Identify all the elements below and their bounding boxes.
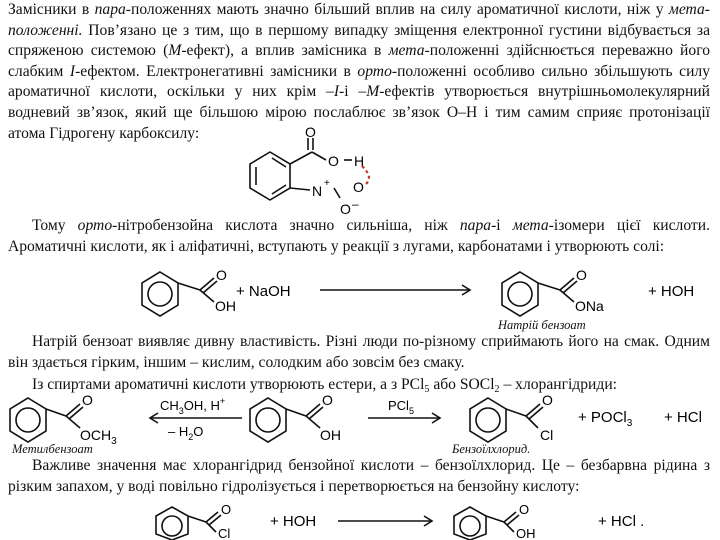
bond-c-o	[560, 278, 574, 290]
text: -положенні особливо сильно збільшують силу ароматичної кислоти, оскільки у них крім	[8, 62, 710, 101]
group-ona: ONa	[575, 298, 604, 314]
bond-c-cl	[206, 522, 216, 532]
text: або SOCl	[429, 376, 495, 393]
atom-o: O	[353, 179, 364, 195]
benzene-ring	[142, 272, 178, 316]
text-italic: пара	[459, 217, 492, 234]
text: -нітробензойна кислота значно сильніша, ніж	[112, 217, 460, 234]
arrowhead	[462, 285, 470, 295]
paragraph-acid-strength	[8, 0, 710, 144]
benzene-ring	[10, 398, 46, 442]
hydrogen-bond	[362, 166, 369, 184]
bond-c-oh	[504, 522, 514, 532]
bond-c-o	[507, 515, 519, 525]
aromatic-circle	[476, 408, 500, 432]
text: – хлорангідриди:	[499, 376, 617, 393]
text: Із спиртами ароматичні кислоти утворюють естери, а з PCl	[32, 376, 425, 393]
benzene-ring	[156, 507, 188, 540]
text: Пов’язано це з тим, що в першому випадку зміщення електронної густини відбувається за спряженою системою (	[8, 21, 710, 60]
text-italic: мета	[388, 42, 425, 60]
arrowhead	[432, 413, 440, 423]
paragraph-esters	[8, 375, 710, 401]
bond	[46, 409, 66, 416]
subscript: 5	[424, 384, 430, 395]
bond	[538, 283, 560, 290]
paragraph-salts	[8, 216, 710, 257]
aromatic-circle	[148, 282, 172, 306]
charge-minus: –	[352, 197, 359, 211]
caption-benzoyl-chloride: Бензоїлхлорид.	[452, 442, 531, 456]
atom-o: O	[216, 267, 227, 283]
bond	[286, 409, 306, 416]
atom-o: O	[519, 502, 530, 517]
text: -положенні здійснюється переважно його слабким	[8, 42, 711, 80]
product-hcl: + HCl .	[598, 513, 645, 530]
text-italic: –I	[326, 83, 340, 101]
text: -положеннях мають значно більший вплив на силу ароматичної кислоти, ніж у	[125, 1, 669, 18]
atom-o: O	[322, 392, 333, 408]
byproduct-water: – $H_2O$	[168, 424, 204, 442]
bond-c-o	[306, 404, 320, 416]
bond-c-oh	[312, 152, 326, 160]
group-oh: OH	[215, 298, 236, 314]
atom-o: O	[340, 201, 351, 217]
text-italic: орто	[77, 217, 113, 234]
text: -ефектом. Електронегативні замісники в	[75, 62, 358, 80]
atom-o: O	[542, 392, 553, 408]
ring-double-bond	[272, 158, 286, 167]
bond-c-o	[206, 512, 218, 522]
aromatic-circle	[16, 408, 40, 432]
group-oh: OH	[320, 427, 341, 443]
text: -і	[339, 83, 359, 101]
bond	[178, 283, 200, 290]
atom-cl: Cl	[540, 427, 554, 443]
text-italic: мета-положенні.	[8, 1, 710, 39]
aromatic-circle	[256, 408, 280, 432]
text-italic: М	[168, 42, 182, 60]
text: -ізомери цієї кислоти. Ароматичні кислоти, як і аліфатичні, вступають у реакції з лугами, карбонатами і утворюють солі:	[8, 217, 710, 255]
reagent-pcl5: PCl$_5$	[388, 398, 414, 416]
text: Замісники в	[8, 1, 95, 18]
text-italic: мета	[512, 217, 549, 234]
atom-o: O	[328, 153, 339, 169]
arrowhead	[424, 516, 432, 526]
text: -і	[491, 217, 513, 234]
benzene-ring	[250, 398, 286, 442]
text-italic: пара	[94, 1, 126, 18]
bond-c-o	[200, 278, 214, 290]
bond-c-oh	[306, 416, 320, 428]
atom-o: O	[576, 267, 587, 283]
bond-c-o	[209, 515, 221, 525]
benzene-ring	[502, 272, 538, 316]
benzene-ring	[470, 398, 506, 442]
aromatic-circle	[460, 516, 480, 536]
group-och3: $OCH_3$	[80, 427, 117, 447]
bond	[188, 516, 206, 522]
reagent-water: + HOH	[270, 513, 317, 530]
bond-c-n	[290, 188, 310, 190]
atom-h: H	[354, 153, 365, 169]
bond-c-o	[66, 404, 80, 416]
paragraph-benzoyl-chloride: Важливе значення має хлорангідрид бензойної кислоти – бензоїлхлорид. Це – безбарвна рідина з різким запахом, у воді повільно гідролізується і перетворюється на бензойну кислоту:	[8, 457, 710, 495]
bond-c-o	[69, 407, 83, 419]
bond-c-o	[529, 407, 543, 419]
product-hcl: + HCl	[664, 409, 702, 426]
text: Тому	[32, 217, 78, 234]
reagent-methanol: $CH_3OH$, H+	[160, 396, 226, 416]
atom-o: O	[305, 124, 316, 140]
text-italic: І	[69, 62, 76, 80]
bond-c-o	[526, 404, 540, 416]
benzene-ring	[250, 152, 290, 200]
bond	[506, 409, 526, 416]
aromatic-circle	[508, 282, 532, 306]
text: -ефектів утворюється внутрішньомолекулярний водневий зв’язок, який ще більшою мірою послаблює зв’язок О–Н і тим самим сприяє протонізації атома Гідрогену карбоксилу:	[8, 83, 710, 142]
caption-methyl-benzoate: Метилбензоат	[12, 442, 93, 456]
benzene-ring	[454, 507, 486, 540]
reagent-naoh: + NaOH	[236, 283, 291, 300]
caption-sodium-benzoate: Натрій бензоат	[498, 318, 586, 332]
bond	[486, 516, 504, 522]
atom-o: O	[82, 392, 93, 408]
text: -ефект), а вплив замісника в	[181, 42, 389, 60]
ring-double-bond	[272, 185, 286, 194]
atom-cl: Cl	[218, 526, 231, 540]
bond-c-o	[203, 281, 217, 293]
text-italic: –М	[358, 83, 380, 101]
arrowhead	[150, 413, 158, 423]
bond-c-o	[560, 290, 574, 302]
bond-c-o	[309, 407, 323, 419]
product-pocl3: + POCl$_3$	[578, 409, 633, 429]
bond-c-oh	[200, 290, 214, 302]
subscript: 2	[494, 384, 500, 395]
atom-o: O	[221, 502, 232, 517]
paragraph-sodium-benzoate: Натрій бензоат виявляє дивну властивість. Різні люди по-різному сприймають його на смак. Одним він здається гірким, іншим – кислим, солодким або зовсім без смаку.	[8, 333, 710, 371]
aromatic-circle	[162, 516, 182, 536]
product-water: + HOH	[648, 283, 695, 300]
bond-c-cl	[526, 416, 538, 428]
atom-n: N	[312, 183, 323, 199]
charge-plus: +	[324, 178, 330, 189]
bond-c-o	[66, 416, 80, 428]
bond-c-o	[563, 281, 577, 293]
group-oh: OH	[516, 526, 536, 540]
text-italic: орто	[357, 62, 392, 80]
bond-n-o	[334, 188, 340, 198]
bond-c-o	[504, 512, 516, 522]
bond	[290, 152, 312, 164]
